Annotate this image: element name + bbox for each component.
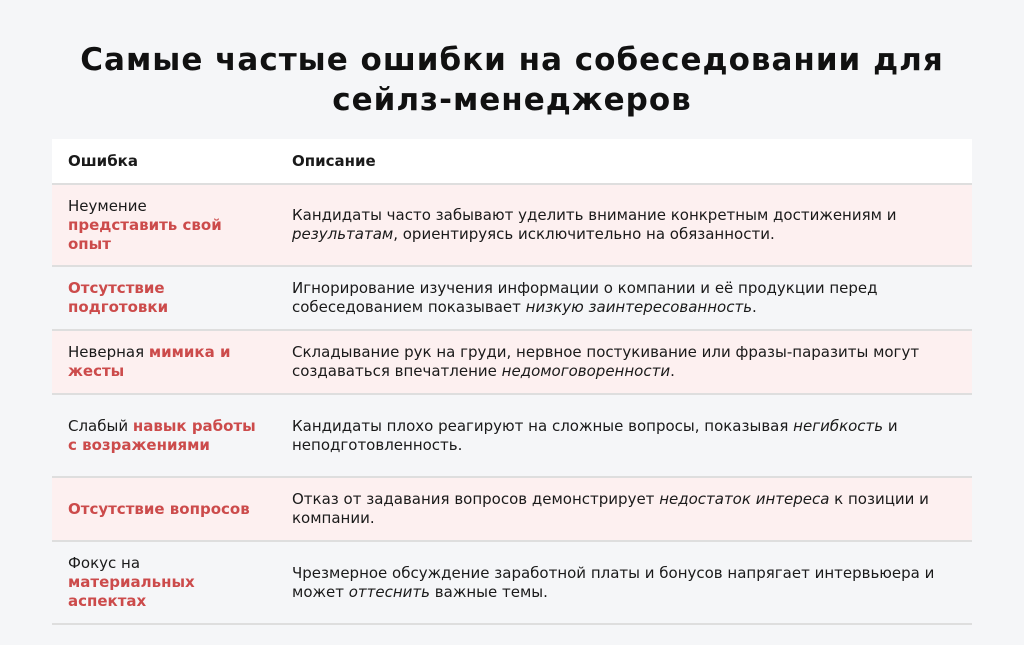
error-text: Слабый (68, 416, 133, 435)
table-header-row (52, 139, 972, 184)
description-text-end: и неподготовленность. (292, 416, 898, 454)
description-emphasis: недостаток интереса (659, 490, 830, 508)
error-text: Неумение (68, 196, 147, 215)
error-highlight: навык работы с возражениями (68, 416, 256, 454)
errors-table-container (52, 139, 972, 625)
error-cell (52, 330, 276, 394)
error-cell (52, 541, 276, 624)
column-header-error: Ошибка (52, 139, 276, 184)
description-emphasis: результатам (292, 225, 394, 243)
description-emphasis: негибкость (793, 416, 884, 435)
error-highlight: представить свой опыт (68, 215, 222, 253)
description-text: Чрезмерное обсуждение заработной платы и бонусов напрягает интервьюера и может (292, 563, 935, 601)
title-line-1: Самые частые ошибки на собеседовании для (80, 42, 944, 78)
table-row (52, 330, 972, 394)
description-text: Кандидаты часто забывают уделить внимание конкретным достижениям и (292, 206, 897, 224)
error-highlight: Отсутствие подготовки (68, 279, 169, 316)
error-text: Фокус на (68, 554, 141, 572)
page-title (0, 0, 1024, 120)
table-row (52, 541, 972, 624)
description-text: Складывание рук на груди, нервное постукивание или фразы-паразиты могут создаваться впечатление (292, 343, 920, 380)
description-cell (276, 394, 972, 477)
description-cell (276, 266, 972, 330)
error-cell (52, 477, 276, 541)
column-header-description: Описание (276, 139, 972, 184)
error-cell (52, 266, 276, 330)
errors-table (52, 139, 972, 625)
error-cell (52, 184, 276, 266)
description-cell (276, 184, 972, 266)
table-row (52, 266, 972, 330)
title-line-2: сейлз-менеджеров (332, 82, 692, 118)
error-text: Неверная (68, 343, 149, 361)
description-cell (276, 330, 972, 394)
table-row (52, 394, 972, 477)
table-row (52, 184, 972, 266)
description-text: Кандидаты плохо реагируют на сложные вопросы, показывая (292, 416, 794, 435)
error-highlight: Отсутствие вопросов (68, 499, 250, 518)
description-text: Отказ от задавания вопросов демонстрирует (292, 490, 660, 508)
description-text-end: . (752, 298, 757, 316)
description-text-end: . (670, 362, 675, 380)
error-highlight: мимика и жесты (68, 343, 231, 380)
error-cell (52, 394, 276, 477)
description-emphasis: низкую заинтересованность (525, 298, 753, 316)
description-cell (276, 477, 972, 541)
table-row (52, 477, 972, 541)
description-text-end: к позиции и компании. (292, 490, 929, 527)
description-emphasis: оттеснить (348, 582, 431, 601)
description-text-end: важные темы. (430, 582, 548, 601)
error-highlight: материальных аспектах (68, 573, 195, 610)
description-emphasis: недомоговоренности (501, 362, 671, 380)
description-text: Игнорирование изучения информации о компании и её продукции перед собеседованием показывает (292, 279, 878, 316)
description-cell (276, 541, 972, 624)
description-text-end: , ориентируясь исключительно на обязанности. (393, 225, 775, 243)
